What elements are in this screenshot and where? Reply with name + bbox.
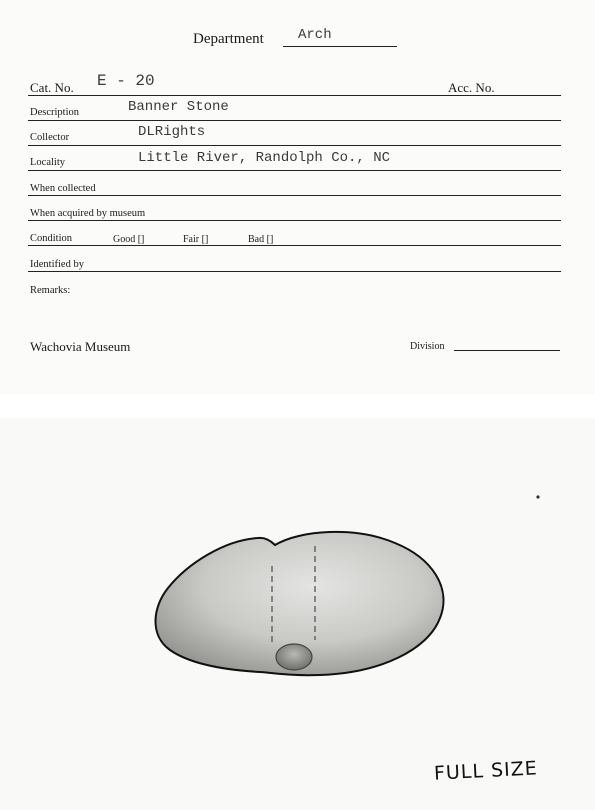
when-collected-line	[28, 195, 561, 196]
description-label: Description	[30, 107, 79, 118]
when-collected-label: When collected	[30, 183, 96, 194]
division-label: Division	[410, 341, 445, 352]
condition-bad-option: Bad []	[248, 234, 274, 245]
museum-name: Wachovia Museum	[30, 339, 131, 354]
condition-good-option: Good []	[113, 234, 145, 245]
condition-line	[28, 245, 561, 246]
division-line	[454, 350, 560, 351]
when-acquired-line	[28, 220, 561, 221]
collector-label: Collector	[30, 132, 70, 143]
condition-label: Condition	[30, 233, 73, 244]
description-value: Banner Stone	[128, 99, 229, 115]
identified-by-label: Identified by	[30, 259, 84, 270]
full-size-annotation: FULL SIZE	[433, 757, 539, 785]
remarks-label: Remarks:	[30, 285, 71, 296]
acc-no-label: Acc. No.	[448, 80, 495, 95]
cat-no-value: E - 20	[97, 72, 155, 90]
collector-value: DLRights	[138, 124, 206, 140]
department-underline	[283, 46, 397, 47]
collector-line	[28, 145, 561, 146]
locality-value: Little River, Randolph Co., NC	[138, 150, 391, 166]
banner-stone-sketch	[0, 418, 595, 810]
condition-fair-option: Fair []	[183, 234, 209, 245]
cat-no-line	[28, 95, 561, 96]
department-label: Department	[193, 31, 264, 47]
perforation-hole	[276, 644, 312, 670]
locality-label: Locality	[30, 157, 65, 168]
cat-no-label: Cat. No.	[30, 80, 74, 95]
description-line	[28, 120, 561, 121]
catalog-card-front	[0, 0, 595, 394]
identified-by-line	[28, 271, 561, 272]
ink-dot	[536, 495, 539, 498]
when-acquired-label: When acquired by museum	[30, 208, 146, 219]
department-value: Arch	[298, 27, 332, 43]
locality-line	[28, 170, 561, 171]
